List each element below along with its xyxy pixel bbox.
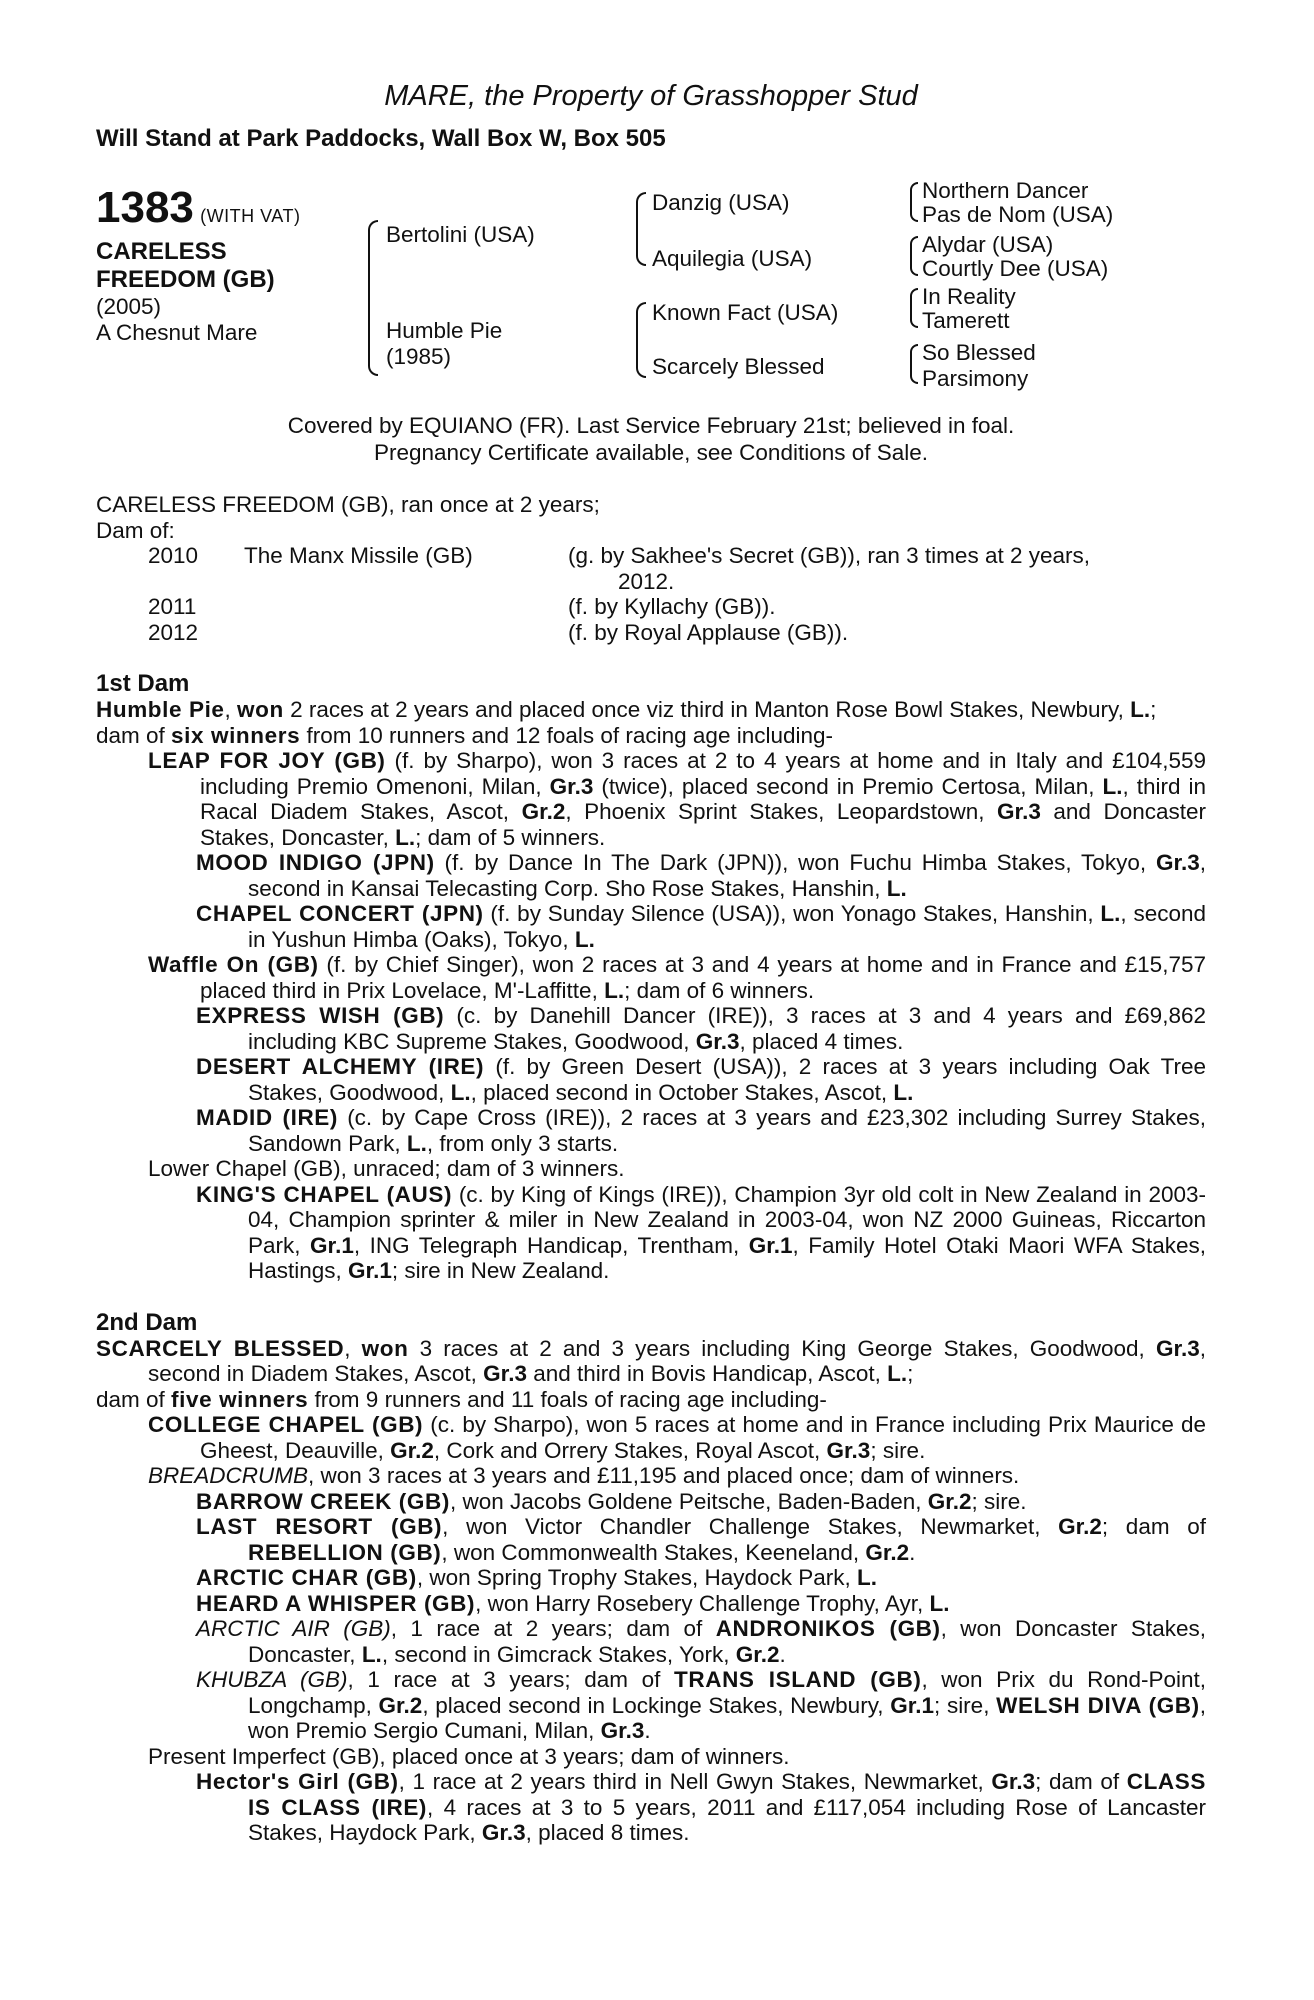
covered-line2: Pregnancy Certificate available, see Conditions of Sale.	[373, 440, 929, 465]
dam-produce-summary: dam of six winners from 10 runners and 12 foals of racing age including-	[96, 722, 834, 748]
pedigree-dss: In Reality	[922, 284, 1016, 309]
pedigree-dam-line2: (1985)	[386, 344, 452, 369]
produce-entry: EXPRESS WISH (GB) (c. by Danehill Dancer (IRE)), 3 races at 3 and 4 years and £69,862 including KBC Supreme Stakes, Goodwood, Gr.3, placed 4 times.	[196, 1003, 1206, 1054]
offspring-year: 2011	[148, 594, 197, 619]
pedigree-sss: Northern Dancer	[922, 178, 1089, 203]
produce-entry: DESERT ALCHEMY (IRE) (f. by Green Desert (USA)), 2 races at 3 years including Oak Tree Stakes, Goodwood, L., placed second in October Stakes, Ascot, L.	[196, 1054, 1206, 1105]
pedigree-bracket-ds	[910, 288, 918, 328]
dam-entry: Humble Pie, won 2 races at 2 years and placed once viz third in Manton Rose Bowl Stakes, Newbury, L.;	[96, 697, 1157, 722]
produce-entry: ARCTIC CHAR (GB), won Spring Trophy Stakes, Haydock Park, L.	[196, 1565, 878, 1590]
dam-entry: SCARCELY BLESSED, won 3 races at 2 and 3 years including King George Stakes, Goodwood, Gr.3, second in Diadem Stakes, Ascot, Gr.3 and third in Bovis Handicap, Ascot, L.;	[96, 1335, 1206, 1386]
pedigree-sdd: Courtly Dee (USA)	[922, 256, 1109, 281]
pedigree-dds: So Blessed	[922, 340, 1036, 365]
dam-produce-summary: dam of five winners from 9 runners and 11 foals of racing age including-	[96, 1386, 827, 1412]
pedigree-sire-dam: Aquilegia (USA)	[652, 246, 813, 271]
page-title: MARE, the Property of Grasshopper Stud	[384, 80, 918, 112]
produce-entry: BREADCRUMB, won 3 races at 3 years and £11,195 and placed once; dam of winners.	[148, 1463, 1020, 1488]
offspring-name	[244, 594, 568, 620]
horse-description: A Chesnut Mare	[96, 320, 258, 345]
pedigree-block	[96, 178, 1206, 408]
pedigree-bracket-ss	[910, 182, 918, 222]
lot-vat: (WITH VAT)	[200, 206, 301, 226]
pedigree-dam-sire: Known Fact (USA)	[652, 300, 839, 325]
offspring-list	[148, 543, 1206, 645]
pedigree-ddd: Parsimony	[922, 366, 1029, 391]
produce-entry: MOOD INDIGO (JPN) (f. by Dance In The Dark (JPN)), won Fuchu Himba Stakes, Tokyo, Gr.3, second in Kansai Telecasting Corp. Sho Rose Stakes, Hanshin, L.	[196, 850, 1206, 901]
offspring-year: 2010	[148, 543, 199, 568]
dam-of-label: Dam of:	[96, 517, 175, 543]
second-dam-section	[96, 1336, 1206, 1846]
produce-entry: CHAPEL CONCERT (JPN) (f. by Sunday Silence (USA)), won Yonago Stakes, Hanshin, L., second in Yushun Himba (Oaks), Tokyo, L.	[196, 901, 1206, 952]
catalogue-page	[96, 78, 1206, 1846]
pedigree-bracket-sd	[910, 236, 918, 276]
race-record: CARELESS FREEDOM (GB), ran once at 2 years;	[96, 492, 600, 517]
pedigree-bracket-sire	[636, 192, 646, 266]
covered-note	[96, 412, 1206, 466]
produce-entry: Present Imperfect (GB), placed once at 3 years; dam of winners.	[148, 1743, 790, 1769]
lot-header	[96, 184, 300, 232]
pedigree-bracket-dd	[910, 344, 918, 384]
offspring-name	[244, 620, 568, 646]
produce-entry: LAST RESORT (GB), won Victor Chandler Challenge Stakes, Newmarket, Gr.2; dam of REBELLION (GB), won Commonwealth Stakes, Keeneland, Gr.2.	[196, 1514, 1206, 1565]
produce-entry: LEAP FOR JOY (GB) (f. by Sharpo), won 3 races at 2 to 4 years at home and in Italy and £104,559 including Premio Omenoni, Milan, Gr.3 (twice), placed second in Premio Certosa, Milan, L., third in Racal Diadem Stakes, Ascot, Gr.2, Phoenix Sprint Stakes, Leopardstown, Gr.3 and Doncaster Stakes, Doncaster, L.; dam of 5 winners.	[148, 748, 1207, 850]
produce-entry: KHUBZA (GB), 1 race at 3 years; dam of TRANS ISLAND (GB), won Prix du Rond-Point, Longchamp, Gr.2, placed second in Lockinge Stakes, Newbury, Gr.1; sire, WELSH DIVA (GB), won Premio Sergio Cumani, Milan, Gr.3.	[196, 1667, 1207, 1743]
second-dam-heading: 2nd Dam	[96, 1308, 198, 1336]
pedigree-dam-dam: Scarcely Blessed	[652, 354, 825, 379]
horse-name-line2: FREEDOM (GB)	[96, 266, 275, 293]
produce-entry: Waffle On (GB) (f. by Chief Singer), won 2 races at 3 and 4 years at home and in France and £15,757 placed third in Prix Lovelace, M'-Laffitte, L.; dam of 6 winners.	[148, 952, 1206, 1003]
horse-name-line1: CARELESS	[96, 238, 227, 265]
first-dam-section	[96, 697, 1206, 1284]
offspring-year: 2012	[148, 619, 199, 645]
offspring-desc: (g. by Sakhee's Secret (GB)), ran 3 times at 2 years, 2012.	[568, 543, 1090, 594]
offspring-name: The Manx Missile (GB)	[244, 543, 473, 568]
produce-entry: ARCTIC AIR (GB), 1 race at 2 years; dam of ANDRONIKOS (GB), won Doncaster Stakes, Doncaster, L., second in Gimcrack Stakes, York, Gr.2.	[196, 1616, 1206, 1667]
produce-entry: HEARD A WHISPER (GB), won Harry Rosebery Challenge Trophy, Ayr, L.	[196, 1590, 950, 1616]
produce-entry: COLLEGE CHAPEL (GB) (c. by Sharpo), won 5 races at home and in France including Prix Maurice de Gheest, Deauville, Gr.2, Cork and Orrery Stakes, Royal Ascot, Gr.3; sire.	[148, 1412, 1206, 1463]
horse-year: (2005)	[96, 294, 162, 319]
first-dam-heading: 1st Dam	[96, 670, 190, 697]
pedigree-sire-sire: Danzig (USA)	[652, 190, 790, 215]
lot-number: 1383	[96, 183, 194, 232]
pedigree-bracket-dam	[636, 302, 646, 378]
offspring-desc: (f. by Royal Applause (GB)).	[568, 619, 849, 645]
pedigree-ssd: Pas de Nom (USA)	[922, 202, 1114, 227]
pedigree-bracket-main	[368, 220, 378, 376]
covered-line1: Covered by EQUIANO (FR). Last Service February 21st; believed in foal.	[287, 413, 1015, 438]
produce-entry: Lower Chapel (GB), unraced; dam of 3 winners.	[148, 1156, 625, 1181]
pedigree-dsd: Tamerett	[922, 308, 1010, 333]
pedigree-sire: Bertolini (USA)	[386, 222, 535, 247]
stand-location: Will Stand at Park Paddocks, Wall Box W, Box 505	[96, 125, 666, 152]
produce-entry: BARROW CREEK (GB), won Jacobs Goldene Peitsche, Baden-Baden, Gr.2; sire.	[196, 1488, 1027, 1514]
produce-entry: KING'S CHAPEL (AUS) (c. by King of Kings (IRE)), Champion 3yr old colt in New Zealand in 2003-04, Champion sprinter & miler in New Zealand in 2003-04, won NZ 2000 Guineas, Riccarton Park, Gr.1, ING Telegraph Handicap, Trentham, Gr.1, Family Hotel Otaki Maori WFA Stakes, Hastings, Gr.1; sire in New Zealand.	[196, 1181, 1206, 1283]
pedigree-sds: Alydar (USA)	[922, 232, 1054, 257]
produce-entry: Hector's Girl (GB), 1 race at 2 years third in Nell Gwyn Stakes, Newmarket, Gr.3; dam of CLASS IS CLASS (IRE), 4 races at 3 to 5 years, 2011 and £117,054 including Rose of Lancaster Stakes, Haydock Park, Gr.3, placed 8 times.	[196, 1769, 1206, 1845]
produce-entry: MADID (IRE) (c. by Cape Cross (IRE)), 2 races at 3 years and £23,302 including Surrey Stakes, Sandown Park, L., from only 3 starts.	[196, 1105, 1206, 1156]
offspring-desc: (f. by Kyllachy (GB)).	[568, 594, 776, 619]
pedigree-dam-line1: Humble Pie	[386, 318, 503, 343]
